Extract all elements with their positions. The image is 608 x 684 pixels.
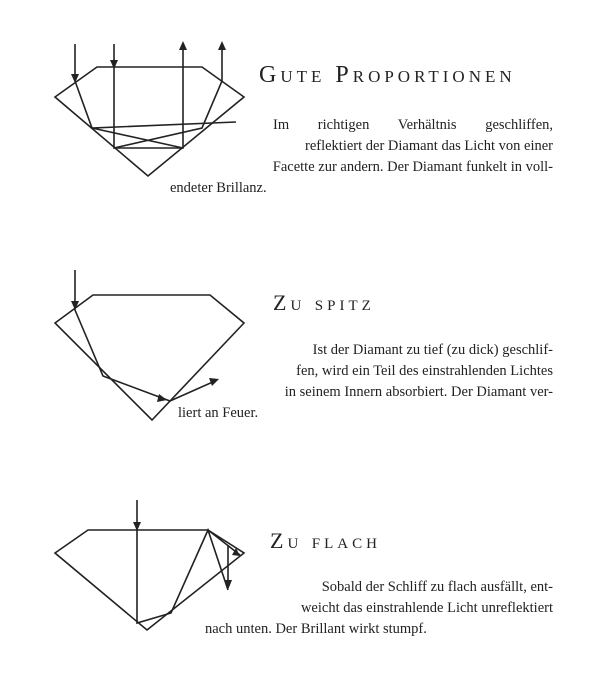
- text-too-deep: [178, 340, 553, 424]
- text-good-proportions: [170, 115, 553, 199]
- text-line: weicht das einstrahlende Licht unreflektiert: [300, 600, 553, 616]
- text-line: nach unten. Der Brillant wirkt stumpf.: [205, 621, 427, 637]
- heading-too-deep: Zu spitz: [273, 290, 375, 315]
- heading-too-flat: Zu flach: [270, 528, 381, 553]
- text-line: fen, wird ein Teil des einstrahlenden Lichtes: [296, 363, 553, 379]
- text-line: endeter Brillanz.: [170, 180, 267, 196]
- text-too-flat: [205, 577, 553, 640]
- text-line: in seinem Innern absorbiert. Der Diamant ver-: [284, 384, 553, 400]
- arrow-right-icon: [157, 394, 167, 402]
- arrow-up-icon: [179, 41, 187, 50]
- text-line: reflektiert der Diamant das Licht von einer: [304, 138, 553, 154]
- arrow-up-icon: [218, 41, 226, 50]
- section-good-proportions: [0, 0, 608, 230]
- heading-good-proportions: Gute Proportionen: [259, 62, 516, 88]
- text-line: liert an Feuer.: [178, 405, 259, 421]
- section-too-deep: [0, 230, 608, 450]
- text-line: Facette zur andern. Der Diamant funkelt in voll-: [272, 159, 553, 175]
- text-line: Sobald der Schliff zu flach ausfällt, ent-: [321, 579, 553, 595]
- text-line: Im richtigen Verhältnis geschliffen,: [273, 117, 553, 133]
- section-too-flat: [0, 480, 608, 684]
- text-line: Ist der Diamant zu tief (zu dick) geschlif-: [312, 342, 553, 358]
